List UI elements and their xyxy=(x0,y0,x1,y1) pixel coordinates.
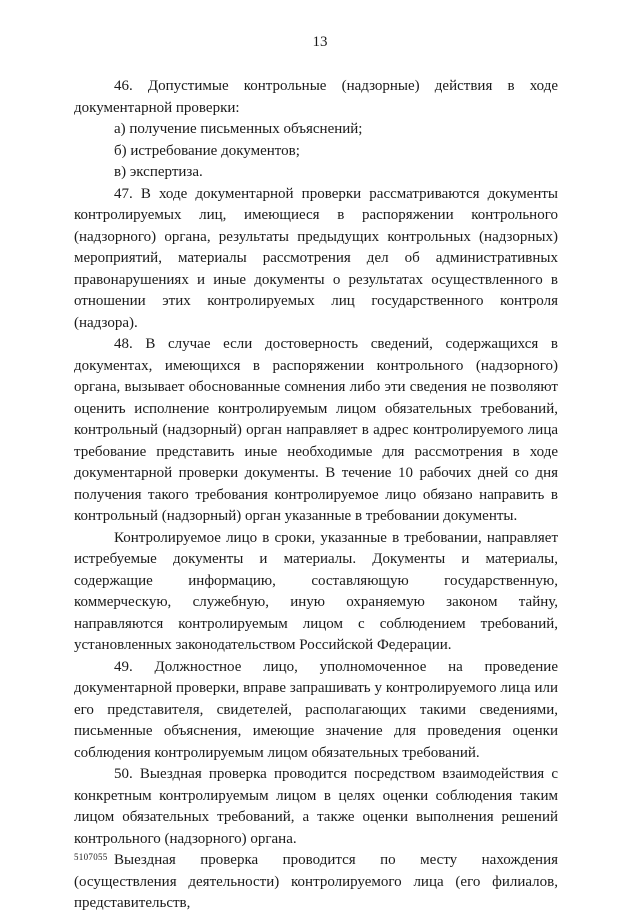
list-item-b: б) истребование документов; xyxy=(114,142,300,159)
paragraph-48-continued: Контролируемое лицо в сроки, указанные в требовании, направляет истребуемые документы и материалы. Документы и материалы, содержащие информацию, составляющую государственную, коммерческую, служебную, иную охраняемую законом тайну, направляются контролируемым лицом с соблюдением требований, установленных законодательством Российской Федерации. xyxy=(74,529,558,653)
paragraph-48: 48. В случае если достоверность сведений, содержащихся в документах, имеющихся в распоряжении контрольного (надзорного) органа, вызывает обоснованные сомнения либо эти сведения не позволяют оценить исполнение контролируемым лицом обязательных требований, контрольный (надзорный) орган направляет в адрес контролируемого лица требование представить иные необходимые для рассмотрения в ходе документарной проверки документы. В течение 10 рабочих дней со дня получения такого требования контролируемое лицо обязано направить в контрольный (надзорный) орган указанные в требовании документы. xyxy=(74,336,558,524)
paragraph-50-continued: Выездная проверка проводится по месту нахождения (осуществления деятельности) контролируемого лица (его филиалов, представительств, xyxy=(74,852,558,911)
paragraph-50: 50. Выездная проверка проводится посредством взаимодействия с конкретным контролируемым лицом в целях оценки соблюдения таким лицом обязательных требований, а также оценки выполнения решений контрольного (надзорного) органа. xyxy=(74,766,558,847)
document-code: 5107055 xyxy=(74,852,108,862)
list-item-v: в) экспертиза. xyxy=(114,164,203,180)
document-body xyxy=(74,76,558,915)
paragraph-49: 49. Должностное лицо, уполномоченное на проведение документарной проверки, вправе запрашивать у контролируемого лица или его представителя, свидетелей, располагающих такими сведениями, письменные объяснения, имеющие значение для проведения оценки соблюдения контролируемым лицом обязательных требований. xyxy=(74,658,558,761)
page-number: 13 xyxy=(312,34,328,50)
list-item-a: а) получение письменных объяснений; xyxy=(114,121,363,137)
paragraph-47: 47. В ходе документарной проверки рассматриваются документы контролируемых лиц, имеющиеся в распоряжении контрольного (надзорного) органа, результаты предыдущих контрольных (надзорных) мероприятий, материалы рассмотрения дел об административных правонарушениях и иные документы о результатах осуществленного в отношении этих контролируемых лиц государственного контроля (надзора). xyxy=(74,185,558,331)
paragraph-46: 46. Допустимые контрольные (надзорные) действия в ходе документарной проверки: xyxy=(74,78,558,116)
